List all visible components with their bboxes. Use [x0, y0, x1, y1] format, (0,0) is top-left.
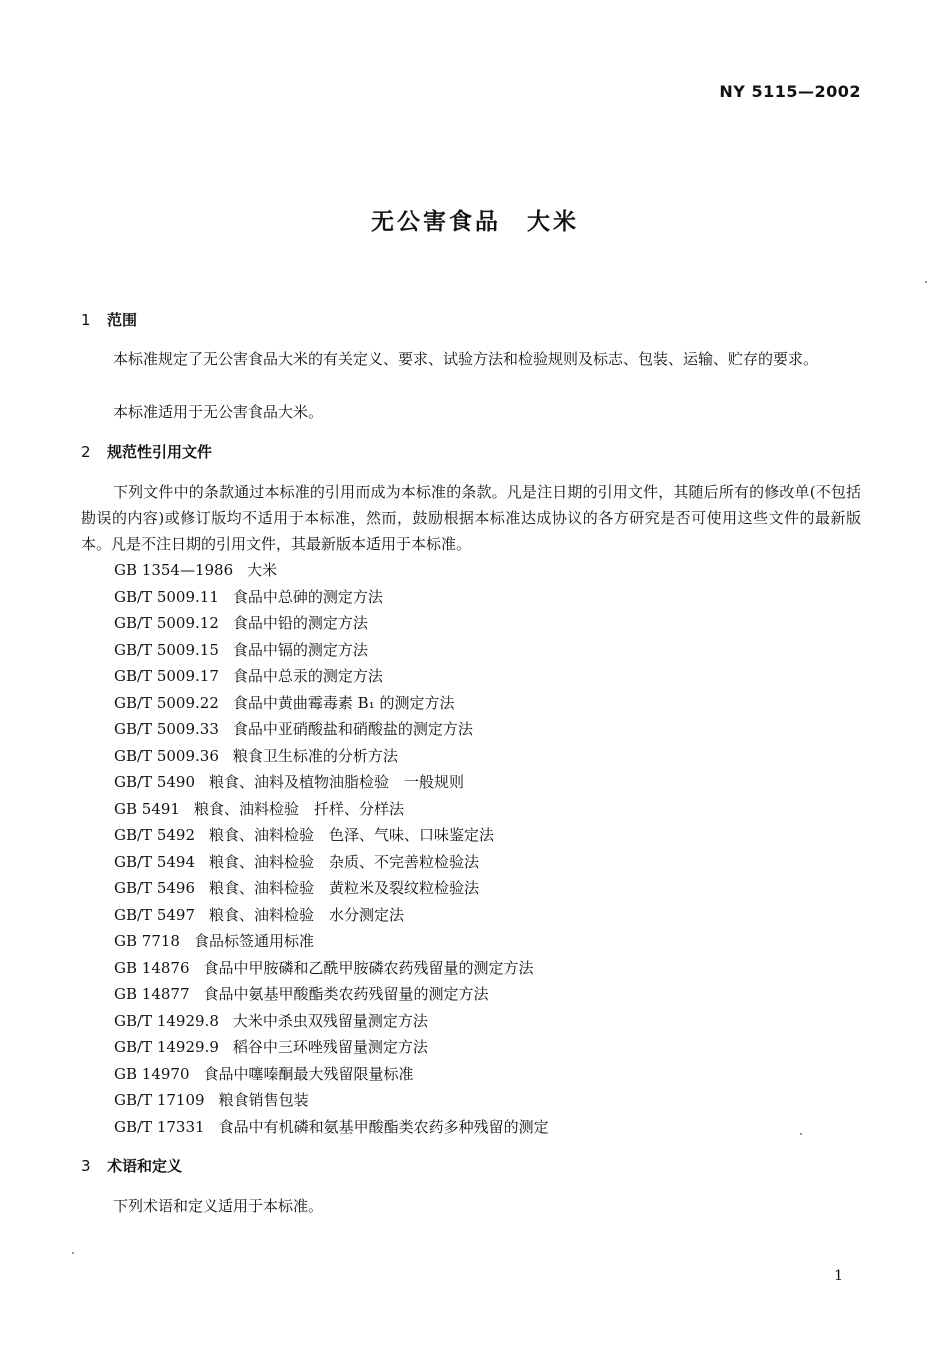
section-title: 术语和定义	[107, 1157, 183, 1175]
section-3-heading	[81, 1155, 182, 1176]
reference-item	[114, 1008, 549, 1035]
reference-item	[114, 716, 549, 743]
reference-item	[114, 743, 549, 770]
reference-title: 稻谷中三环唑残留量测定方法	[232, 1038, 428, 1056]
section-title: 范围	[107, 311, 138, 329]
reference-code: GB/T 5494	[114, 852, 196, 871]
reference-code: GB/T 5490	[114, 773, 196, 791]
reference-title: 食品中亚硝酸盐和硝酸盐的测定方法	[232, 720, 473, 738]
title-part-1: 无公害食品	[371, 209, 501, 235]
reference-item	[114, 875, 549, 902]
reference-title: 食品标签通用标准	[193, 932, 314, 950]
section-number: 1	[81, 311, 91, 329]
reference-item	[114, 637, 549, 664]
reference-title: 粮食销售包装	[218, 1091, 309, 1109]
section-2-heading	[81, 441, 212, 462]
reference-title: 大米	[247, 561, 278, 579]
reference-code: GB/T 5009.12	[114, 614, 219, 632]
reference-item	[114, 822, 549, 849]
reference-title: 粮食卫生标准的分析方法	[232, 746, 398, 765]
section-3-paragraph-1: 下列术语和定义适用于本标准。	[113, 1197, 324, 1215]
reference-code: GB 14970	[114, 1064, 190, 1083]
reference-title: 粮食、油料检验 扦样、分样法	[193, 799, 404, 818]
section-1-paragraph-1: 本标准规定了无公害食品大米的有关定义、要求、试验方法和检验规则及标志、包装、运输、贮存的要求。	[113, 350, 819, 368]
reference-title: 食品中黄曲霉毒素 B₁ 的测定方法	[232, 693, 455, 712]
reference-code: GB 5491	[114, 799, 180, 818]
reference-title: 食品中氨基甲酸酯类农药残留量的测定方法	[203, 985, 489, 1003]
reference-item	[114, 1114, 549, 1141]
reference-item	[114, 928, 549, 955]
reference-item	[114, 796, 549, 823]
reference-item	[114, 663, 549, 690]
reference-item	[114, 849, 549, 876]
reference-code: GB/T 14929.8	[114, 1011, 219, 1030]
section-1-heading	[81, 309, 137, 330]
reference-item	[114, 690, 549, 717]
scan-speck	[800, 1133, 802, 1135]
reference-title: 粮食、油料检验 水分测定法	[209, 905, 405, 924]
reference-title: 大米中杀虫双残留量测定方法	[232, 1011, 428, 1030]
page-number: 1	[834, 1268, 843, 1284]
reference-code: GB/T 5497	[114, 905, 196, 924]
reference-item	[114, 1034, 549, 1061]
section-title: 规范性引用文件	[107, 443, 213, 461]
reference-title: 粮食、油料检验 杂质、不完善粒检验法	[209, 852, 480, 871]
title-part-2: 大米	[527, 209, 579, 235]
reference-item	[114, 557, 549, 584]
reference-code: GB/T 5009.22	[114, 693, 219, 712]
section-2-paragraph-1: 下列文件中的条款通过本标准的引用而成为本标准的条款。凡是注日期的引用文件，其随后所有的修改单(不包括勘误的内容)或修订版均不适用于本标准，然而，鼓励根据本标准达成协议的各方研究是否可使用这些文件的最新版本。凡是不注日期的引用文件，其最新版本适用于本标准。	[81, 483, 861, 553]
section-number: 3	[81, 1157, 91, 1175]
reference-item	[114, 902, 549, 929]
reference-code: GB/T 5009.11	[114, 587, 219, 606]
standard-code: NY 5115—2002	[719, 82, 861, 101]
reference-code: GB 7718	[114, 932, 180, 950]
reference-title: 食品中有机磷和氨基甲酸酯类农药多种残留的测定	[218, 1117, 549, 1136]
reference-item	[114, 955, 549, 982]
reference-code: GB/T 5009.33	[114, 720, 219, 738]
reference-code: GB/T 5009.36	[114, 746, 219, 765]
reference-title: 食品中总砷的测定方法	[232, 587, 383, 606]
scan-speck	[72, 1252, 74, 1254]
reference-title: 食品中镉的测定方法	[232, 640, 368, 659]
reference-title: 食品中甲胺磷和乙酰甲胺磷农药残留量的测定方法	[203, 958, 534, 977]
reference-item	[114, 610, 549, 637]
reference-item	[114, 769, 549, 796]
reference-title: 粮食、油料及植物油脂检验 一般规则	[209, 773, 465, 791]
reference-code: GB/T 14929.9	[114, 1038, 219, 1056]
reference-code: GB/T 17331	[114, 1117, 205, 1136]
reference-code: GB/T 5492	[114, 826, 196, 844]
reference-code: GB/T 17109	[114, 1091, 205, 1109]
reference-item	[114, 981, 549, 1008]
reference-title: 食品中铅的测定方法	[232, 614, 368, 632]
reference-title: 粮食、油料检验 黄粒米及裂纹粒检验法	[209, 879, 480, 897]
scan-speck	[925, 281, 927, 283]
reference-item	[114, 1061, 549, 1088]
reference-title: 粮食、油料检验 色泽、气味、口味鉴定法	[209, 826, 495, 844]
reference-item	[114, 1087, 549, 1114]
reference-code: GB 1354—1986	[114, 561, 234, 579]
reference-title: 食品中噻嗪酮最大残留限量标准	[203, 1064, 414, 1083]
reference-code: GB 14877	[114, 985, 190, 1003]
reference-code: GB/T 5009.15	[114, 640, 219, 659]
reference-code: GB/T 5496	[114, 879, 196, 897]
reference-code: GB/T 5009.17	[114, 667, 219, 685]
section-number: 2	[81, 443, 91, 461]
reference-title: 食品中总汞的测定方法	[232, 667, 383, 685]
document-title	[0, 203, 950, 236]
normative-reference-list	[114, 557, 549, 1140]
section-1-paragraph-2: 本标准适用于无公害食品大米。	[113, 403, 324, 421]
reference-item	[114, 584, 549, 611]
reference-code: GB 14876	[114, 958, 190, 977]
